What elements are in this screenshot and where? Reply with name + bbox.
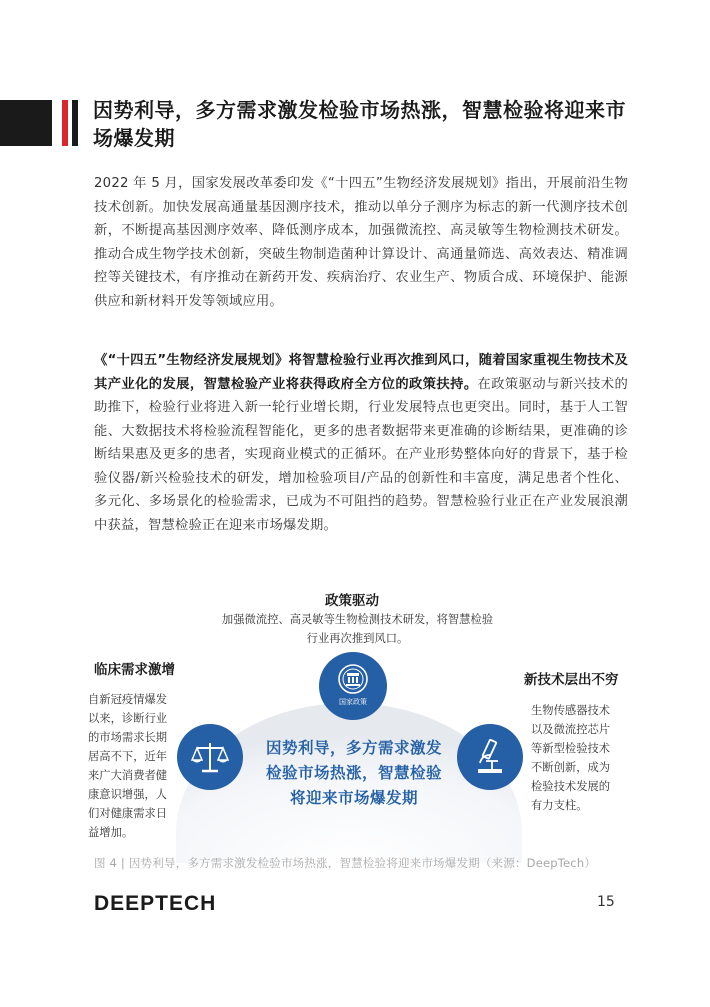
microscope-icon (472, 737, 508, 777)
tech-desc-line: 以及微流控芯片 (531, 723, 611, 736)
section-title: 因势利导，多方需求激发检验市场热涨，智慧检验将迎来市场爆发期 (93, 98, 626, 150)
government-seal-icon (335, 662, 371, 696)
clinical-desc-line: 康意识增强，人 (88, 788, 168, 801)
policy-desc (205, 610, 510, 648)
balance-scale-icon (190, 737, 230, 777)
tech-desc-line: 生物传感器技术 (531, 704, 611, 717)
clinical-desc-line: 以来，诊断行业 (88, 712, 168, 725)
paragraph-2-rest: 在政策驱动与新兴技术的助推下，检验行业将进入新一轮行业增长期，行业发展特点也更突出。同时，基于人工智能、大数据技术将检验流程智能化，更多的患者数据带来更准确的诊断结果，更准确的诊断结果惠及更多的患者，实现商业模式的正循环。在产业形势整体向好的背景下，基于检验仪器/新兴检验技术的研发，增加检验项目/产品的创新性和丰富度，满足患者个性化、多元化、多场景化的检验需求，已成为不可阻挡的趋势。智慧检验行业正在产业发展浪潮中获益，智慧检验正在迎来市场爆发期。 (94, 376, 628, 533)
tech-desc-line: 不断创新，成为 (531, 761, 611, 774)
tech-desc-line: 有力支柱。 (531, 799, 588, 812)
tech-title: 新技术层出不穷 (524, 672, 619, 688)
clinical-desc-line: 自新冠疫情爆发 (88, 693, 168, 706)
paragraph-2 (94, 349, 628, 537)
policy-desc-line1: 加强微流控、高灵敏等生物检测技术研发，将智慧检验 (221, 613, 494, 626)
clinical-desc-line: 的市场需求长期 (88, 731, 168, 744)
center-line-3: 将迎来市场爆发期 (289, 789, 418, 807)
figure-caption: 图 4 | 因势利导，多方需求激发检验市场热涨，智慧检验将迎来市场爆发期（来源：DeepTech） (94, 856, 597, 870)
center-message (244, 736, 464, 811)
clinical-title: 临床需求激增 (94, 662, 175, 678)
clinical-desc-line: 居高不下，近年 (88, 750, 168, 763)
clinical-desc-line: 们对健康需求日 (88, 807, 168, 820)
paragraph-1: 2022 年 5 月，国家发展改革委印发《“十四五”生物经济发展规划》指出，开展前沿生物技术创新。加快发展高通量基因测序技术，推动以单分子测序为标志的新一代测序技术创新，不断提高基因测序效率、降低测序成本，加强微流控、高灵敏等生物检测技术研发。推动合成生物学技术创新，突破生物制造菌种计算设计、高通量筛选、高效表达、精准调控等关键技术，有序推动在新药开发、疾病治疗、农业生产、物质合成、环境保护、能源供应和新材料开发等领域应用。 (94, 176, 628, 309)
clinical-desc (88, 690, 188, 842)
policy-desc-line2: 行业再次推到风口。 (306, 632, 409, 645)
deeptech-logo: DEEPTECH (94, 892, 217, 915)
tech-desc-line: 检验技术发展的 (531, 780, 611, 793)
header-red-stripe (62, 100, 68, 146)
clinical-desc-line: 来广大消费者健 (88, 769, 168, 782)
policy-title: 政策驱动 (325, 593, 379, 609)
center-line-1: 因势利导，多方需求激发 (265, 739, 442, 757)
policy-icon-label: 国家政策 (339, 698, 367, 706)
tech-desc (531, 701, 631, 815)
clinical-desc-line: 益增加。 (88, 826, 134, 839)
tech-desc-line: 等新型检验技术 (531, 742, 611, 755)
paragraph-2-bold: 《“十四五”生物经济发展规划》将智慧检验行业再次推到风口，随着国家重视生物技术及其产业化的发展，智慧检验产业将获得政府全方位的政策扶持。 (94, 353, 628, 392)
header-dark-stripe (72, 100, 78, 146)
header-black-block (0, 100, 52, 146)
page-number: 15 (597, 894, 615, 910)
center-line-2: 检验市场热涨，智慧检验 (265, 764, 442, 782)
